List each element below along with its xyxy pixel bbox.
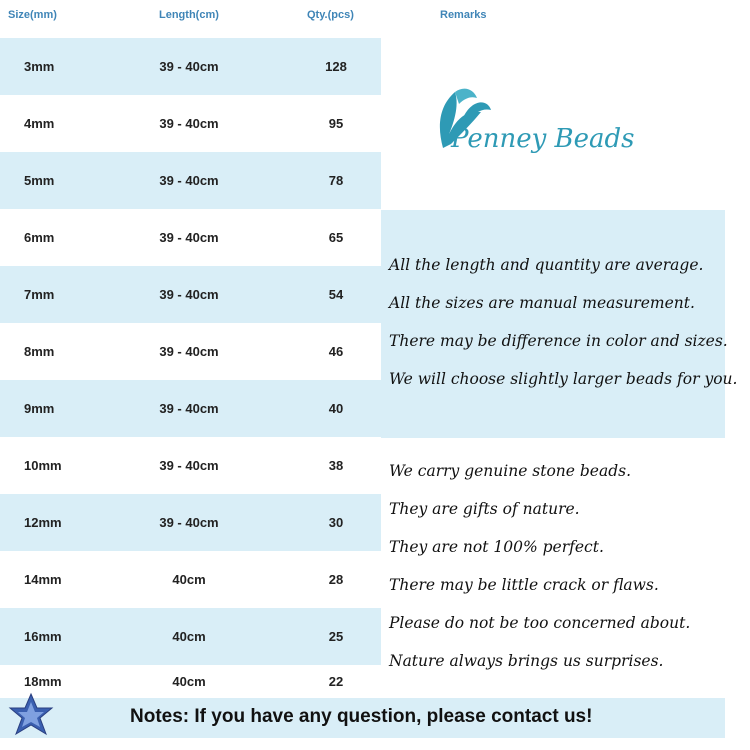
row-length: 39 - 40cm: [159, 59, 219, 74]
header-length: Length(cm): [159, 9, 219, 21]
row-qty: 22: [328, 674, 344, 689]
notes-bar: [0, 698, 725, 738]
row-length: 39 - 40cm: [159, 344, 219, 359]
row-qty: 95: [328, 116, 344, 131]
row-length: 39 - 40cm: [159, 515, 219, 530]
remark-line: They are gifts of nature.: [389, 500, 580, 518]
remark-line: Nature always brings us surprises.: [389, 652, 664, 670]
row-length: 39 - 40cm: [159, 230, 219, 245]
row-length: 40cm: [172, 674, 206, 689]
row-size: 5mm: [24, 173, 55, 188]
row-length: 39 - 40cm: [159, 401, 219, 416]
table-row: [0, 209, 381, 266]
logo-area: [381, 38, 725, 210]
row-qty: 30: [328, 515, 344, 530]
row-size: 16mm: [24, 629, 62, 644]
remark-line: There may be difference in color and sizes.: [389, 332, 728, 350]
row-size: 14mm: [24, 572, 62, 587]
remark-line: All the sizes are manual measurement.: [389, 294, 695, 312]
row-qty: 78: [328, 173, 344, 188]
remark-line: We carry genuine stone beads.: [389, 462, 632, 480]
notes-text: Notes: If you have any question, please contact us!: [130, 706, 593, 727]
table-row: [0, 95, 381, 152]
table-row: [0, 152, 381, 209]
row-length: 39 - 40cm: [159, 287, 219, 302]
row-qty: 128: [325, 59, 347, 74]
row-qty: 46: [328, 344, 344, 359]
header-remarks: Remarks: [440, 9, 487, 21]
row-size: 6mm: [24, 230, 55, 245]
row-size: 3mm: [24, 59, 55, 74]
table-header: [0, 0, 725, 40]
remark-line: There may be little crack or flaws.: [389, 576, 659, 594]
table-row: [0, 608, 381, 665]
row-length: 39 - 40cm: [159, 173, 219, 188]
row-length: 40cm: [172, 629, 206, 644]
row-size: 8mm: [24, 344, 55, 359]
row-qty: 25: [328, 629, 344, 644]
remarks-box: [381, 210, 725, 438]
row-qty: 54: [328, 287, 344, 302]
table-row: [0, 380, 381, 437]
header-qty: Qty.(pcs): [307, 9, 354, 21]
brand-logo-text: Penney Beads: [451, 124, 635, 154]
row-qty: 40: [328, 401, 344, 416]
row-qty: 28: [328, 572, 344, 587]
row-size: 4mm: [24, 116, 55, 131]
row-length: 39 - 40cm: [159, 458, 219, 473]
row-size: 9mm: [24, 401, 55, 416]
remark-line: Please do not be too concerned about.: [389, 614, 691, 632]
row-length: 40cm: [172, 572, 206, 587]
table-row: [0, 266, 381, 323]
row-size: 12mm: [24, 515, 62, 530]
row-size: 10mm: [24, 458, 62, 473]
row-qty: 38: [328, 458, 344, 473]
row-qty: 65: [328, 230, 344, 245]
remark-line: They are not 100% perfect.: [389, 538, 604, 556]
table-row: [0, 323, 381, 380]
table-row: [0, 551, 381, 608]
table-row: [0, 437, 381, 494]
row-size: 7mm: [24, 287, 55, 302]
table-row: [0, 494, 381, 551]
header-size: Size(mm): [8, 9, 57, 21]
table-row: [0, 38, 381, 95]
row-size: 18mm: [24, 674, 62, 689]
table-row: [0, 665, 381, 698]
star-icon: [8, 692, 54, 744]
remark-line: We will choose slightly larger beads for you.: [389, 370, 738, 388]
row-length: 39 - 40cm: [159, 116, 219, 131]
remark-line: All the length and quantity are average.: [389, 256, 704, 274]
